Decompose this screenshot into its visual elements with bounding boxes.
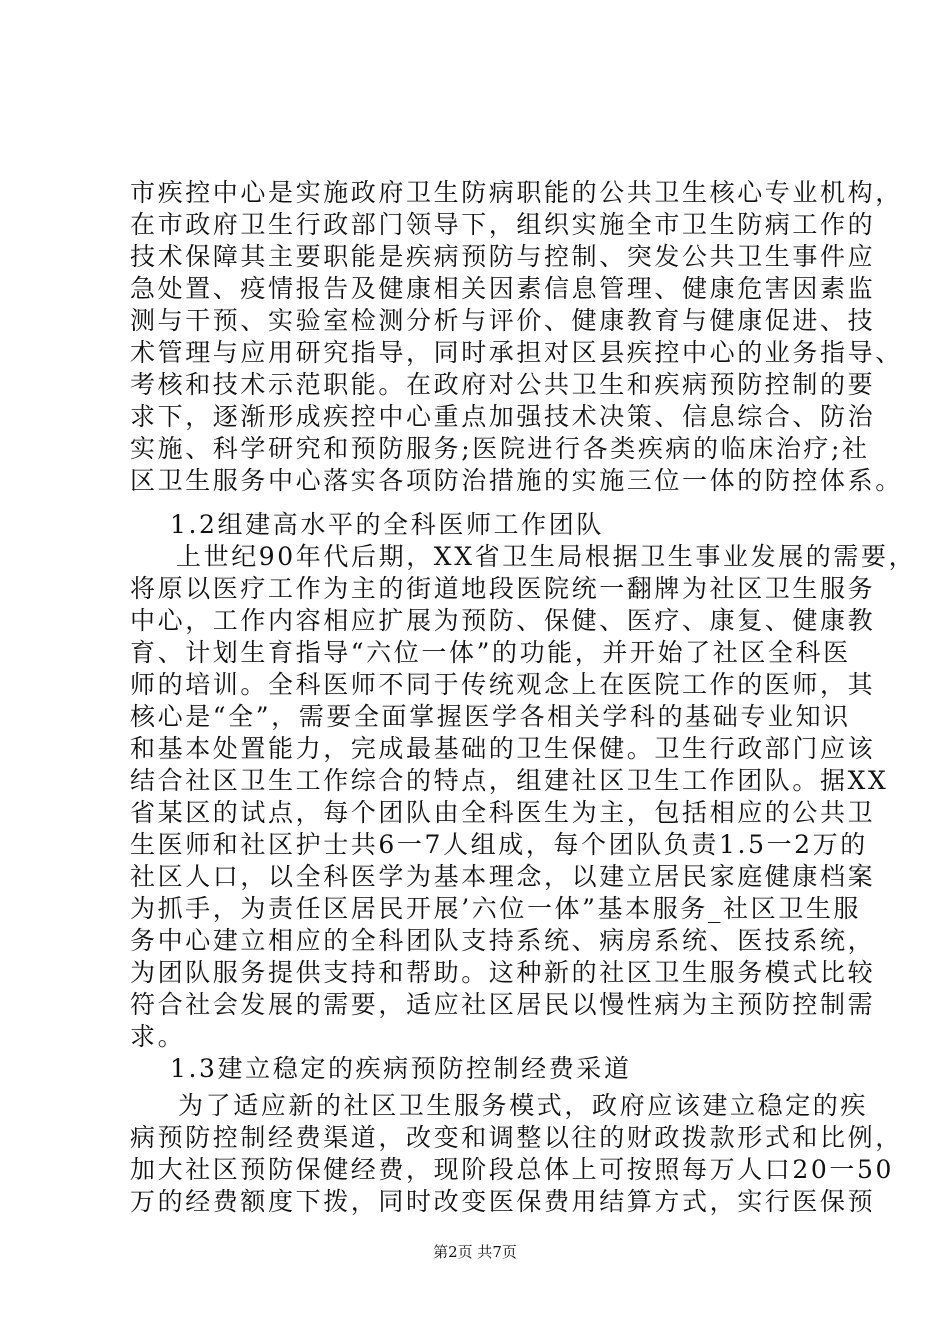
text-line: 核心是“全”，需要全面掌握医学各相关学科的基础专业知识 [130, 702, 851, 731]
text-line: 社区人口，以全科医学为基本理念，以建立居民家庭健康档案 [130, 862, 876, 891]
text-line: 为抓手，为责任区居民开展’六位一体”基本服务_社区卫生服 [130, 894, 862, 923]
text-line: 急处置、疫情报告及健康相关因素信息管理、健康危害因素监 [130, 274, 876, 303]
text-line: 生医师和社区护士共6一7人组成，每个团队负责1.5一2万的 [130, 830, 868, 859]
text-line: 上世纪90年代后期，XX省卫生局根据卫生事业发展的需要， [176, 542, 917, 571]
text-line: 结合社区卫生工作综合的特点，组建社区卫生工作团队。据XX [130, 766, 889, 795]
text-line: 在市政府卫生行政部门领导下，组织实施全市卫生防病工作的 [130, 210, 876, 239]
text-line: 加大社区预防保健经费，现阶段总体上可按照每万人口20一50 [130, 1155, 895, 1184]
text-line: 区卫生服务中心落实各项防治措施的实施三位一体的防控体系。 [130, 466, 903, 495]
text-line: 术管理与应用研究指导，同时承担对区县疾控中心的业务指导、 [130, 338, 903, 367]
section-heading-1-3: 1.3建立稳定的疾病预防控制经费采道 [170, 1054, 632, 1083]
text-line: 省某区的试点，每个团队由全科医生为主，包括相应的公共卫 [130, 798, 876, 827]
text-line: 测与干预、实验室检测分析与评价、健康教育与健康促进、技 [130, 306, 876, 335]
text-line: 技术保障其主要职能是疾病预防与控制、突发公共卫生事件应 [130, 242, 876, 271]
section-heading-1-2: 1.2组建高水平的全科医师工作团队 [170, 510, 604, 539]
text-line: 实施、科学研究和预防服务;医院进行各类疾病的临床治疗;社 [130, 434, 870, 463]
text-line: 病预防控制经费渠道，改变和调整以往的财政拨款形式和比例， [130, 1123, 903, 1152]
text-line: 考核和技术示范职能。在政府对公共卫生和疾病预防控制的要 [130, 370, 876, 399]
text-line: 为团队服务提供支持和帮助。这种新的社区卫生服务模式比较 [130, 958, 876, 987]
text-line: 符合社会发展的需要，适应社区居民以慢性病为主预防控制需 [130, 990, 876, 1019]
text-line: 育、计划生育指导“六位一体”的功能，并开始了社区全科医 [130, 638, 851, 667]
text-line: 和基本处置能力，完成最基础的卫生保健。卫生行政部门应该 [130, 734, 876, 763]
text-line: 为了适应新的社区卫生服务模式，政府应该建立稳定的疾 [178, 1091, 869, 1120]
text-line: 求下，逐渐形成疾控中心重点加强技术决策、信息综合、防治 [130, 402, 876, 431]
text-line: 市疾控中心是实施政府卫生防病职能的公共卫生核心专业机构， [130, 178, 903, 207]
page-number-footer: 第2页 共7页 [433, 1243, 517, 1261]
text-line: 中心，工作内容相应扩展为预防、保健、医疗、康复、健康教 [130, 606, 876, 635]
text-line: 求。 [130, 1022, 186, 1051]
text-line: 将原以医疗工作为主的街道地段医院统一翻牌为社区卫生服务 [130, 574, 876, 603]
text-line: 万的经费额度下拨，同时改变医保费用结算方式，实行医保预 [130, 1187, 876, 1216]
text-line: 师的培训。全科医师不同于传统观念上在医院工作的医师，其 [130, 670, 876, 699]
text-line: 务中心建立相应的全科团队支持系统、病房系统、医技系统， [130, 926, 876, 955]
